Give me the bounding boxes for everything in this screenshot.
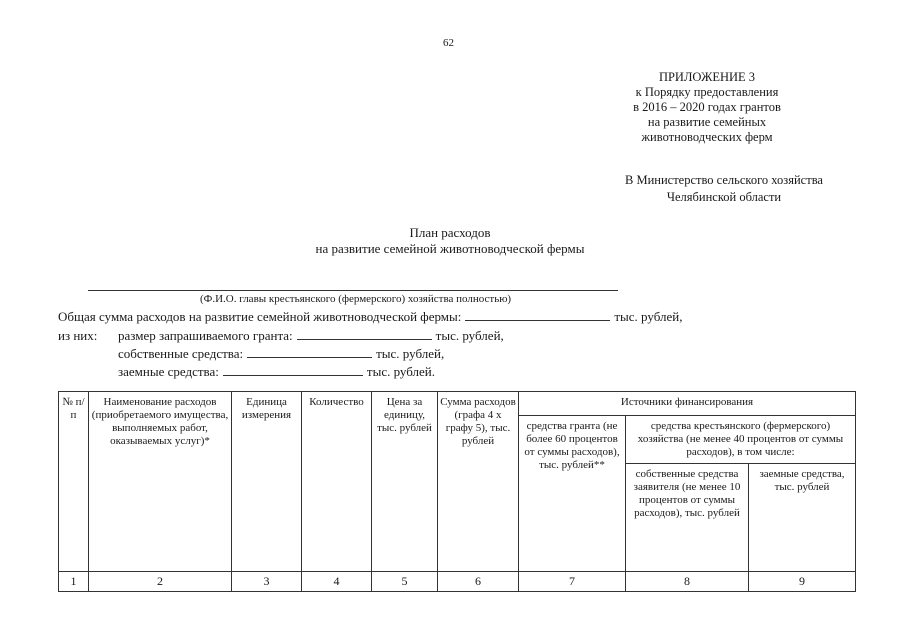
appendix-block xyxy=(587,70,827,145)
fio-underline xyxy=(88,290,618,291)
own-row xyxy=(118,346,444,362)
column-number: 3 xyxy=(232,572,302,592)
breakdown-prefix: из них: xyxy=(58,328,98,343)
grant-row xyxy=(118,328,504,344)
grant-blank xyxy=(297,328,432,340)
header-col-no: № п/п xyxy=(59,392,89,572)
header-sources: Источники финансирования xyxy=(519,392,856,416)
own-unit: тыс. рублей, xyxy=(376,346,445,361)
column-number: 7 xyxy=(519,572,626,592)
plan-title-line: на развитие семейной животноводческой фермы xyxy=(315,241,585,256)
appendix-line: на развитие семейных xyxy=(647,115,767,129)
column-number: 8 xyxy=(626,572,749,592)
header-loan: заемные средства, тыс. рублей xyxy=(749,464,856,572)
total-row xyxy=(58,309,682,325)
column-number: 6 xyxy=(438,572,519,592)
column-number: 1 xyxy=(59,572,89,592)
header-grant: средства гранта (не более 60 процентов от суммы расходов), тыс. рублей** xyxy=(519,416,626,572)
header-own: собственные средства заявителя (не менее 10 процентов от суммы расходов), тыс. рублей xyxy=(626,464,749,572)
column-number: 5 xyxy=(372,572,438,592)
total-blank xyxy=(465,309,610,321)
appendix-title: ПРИЛОЖЕНИЕ 3 xyxy=(658,70,756,84)
plan-title-line: План расходов xyxy=(409,225,491,240)
appendix-line: в 2016 – 2020 годах грантов xyxy=(633,100,781,114)
addressee-line: В Министерство сельского хозяйства xyxy=(625,173,823,187)
header-col-name: Наименование расходов (приобретаемого имущества, выполняемых работ, оказываемых услуг)* xyxy=(89,392,232,572)
header-col-price: Цена за единицу, тыс. рублей xyxy=(372,392,438,572)
column-number: 4 xyxy=(302,572,372,592)
expense-table xyxy=(58,391,856,592)
loan-blank xyxy=(223,364,363,376)
loan-unit: тыс. рублей. xyxy=(366,364,436,379)
total-label: Общая сумма расходов на развитие семейной животноводческой фермы: xyxy=(58,309,462,324)
appendix-line: к Порядку предоставления xyxy=(635,85,779,99)
own-label: собственные средства: xyxy=(118,346,244,361)
grant-unit: тыс. рублей, xyxy=(435,328,504,343)
header-col-qty: Количество xyxy=(302,392,372,572)
header-col-sum: Сумма расходов (графа 4 х графу 5), тыс. рублей xyxy=(438,392,519,572)
loan-row xyxy=(118,364,435,380)
own-blank xyxy=(247,346,372,358)
page-number: 62 xyxy=(443,37,454,49)
column-number: 2 xyxy=(89,572,232,592)
total-unit: тыс. рублей, xyxy=(614,309,683,324)
header-col-unit: Единица измерения xyxy=(232,392,302,572)
plan-title xyxy=(240,225,660,257)
appendix-line: животноводческих ферм xyxy=(641,130,773,144)
loan-label: заемные средства: xyxy=(118,364,219,379)
fio-caption: (Ф.И.О. главы крестьянского (фермерского) хозяйства полностью) xyxy=(200,293,512,305)
column-number: 9 xyxy=(749,572,856,592)
addressee-block xyxy=(584,172,864,206)
header-farm: средства крестьянского (фермерского) хозяйства (не менее 40 процентов от суммы расходов), в том числе: xyxy=(626,416,856,464)
grant-label: размер запрашиваемого гранта: xyxy=(118,328,293,343)
addressee-line: Челябинской области xyxy=(666,190,782,204)
